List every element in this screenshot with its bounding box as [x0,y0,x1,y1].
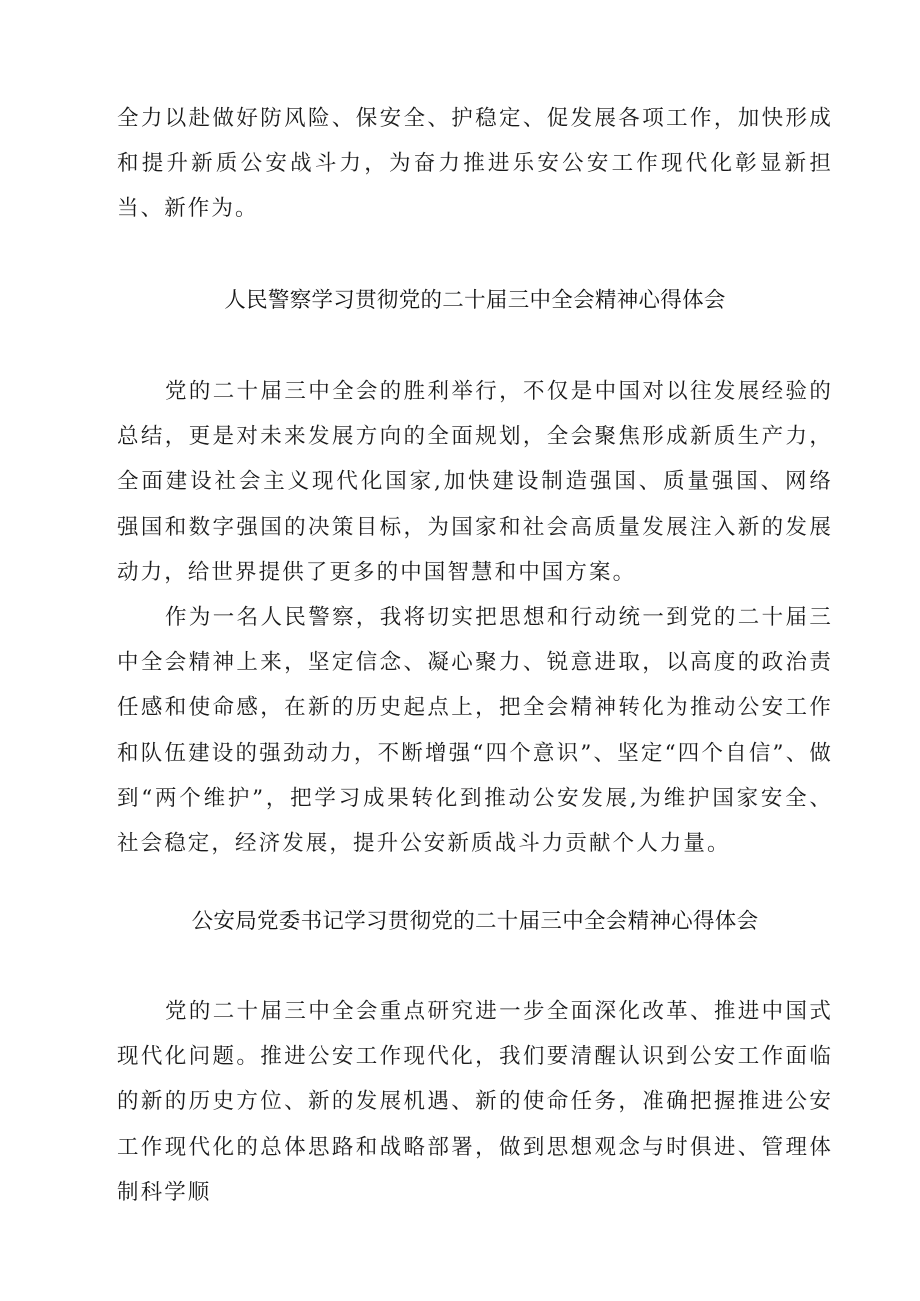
section-1-paragraph-1: 党的二十届三中全会的胜利举行，不仅是中国对以往发展经验的总结，更是对未来发展方向的全面规划，全会聚焦形成新质生产力，全面建设社会主义现代化国家,加快建设制造强国、质量强国、网络强国和数字强国的决策目标，为国家和社会高质量发展注入新的发展动力，给世界提供了更多的中国智慧和中国方案。 [117,379,833,585]
section-2-paragraph-1: 党的二十届三中全会重点研究进一步全面深化改革、推进中国式现代化问题。推进公安工作现代化，我们要清醒认识到公安工作面临的新的历史方位、新的发展机遇、新的使命任务，准确把握推进公安工作现代化的总体思路和战略部署，做到思想观念与时俱进、管理体制科学顺 [117,999,833,1205]
section-2-title: 公安局党委书记学习贯彻党的二十届三中全会精神心得体会 [191,909,759,934]
intro-paragraph-tail: 全力以赴做好防风险、保安全、护稳定、促发展各项工作，加快形成和提升新质公安战斗力，为奋力推进乐安公安工作现代化彰显新担当、新作为。 [117,106,833,222]
section-1-title: 人民警察学习贯彻党的二十届三中全会精神心得体会 [224,288,726,313]
section-1-paragraph-2: 作为一名人民警察，我将切实把思想和行动统一到党的二十届三中全会精神上来，坚定信念、凝心聚力、锐意进取，以高度的政治责任感和使命感，在新的历史起点上，把全会精神转化为推动公安工作和队伍建设的强劲动力，不断增强“四个意识”、坚定“四个自信”、做到“两个维护”，把学习成果转化到推动公安发展,为维护国家安全、社会稳定，经济发展，提升公安新质战斗力贡献个人力量。 [117,605,833,857]
